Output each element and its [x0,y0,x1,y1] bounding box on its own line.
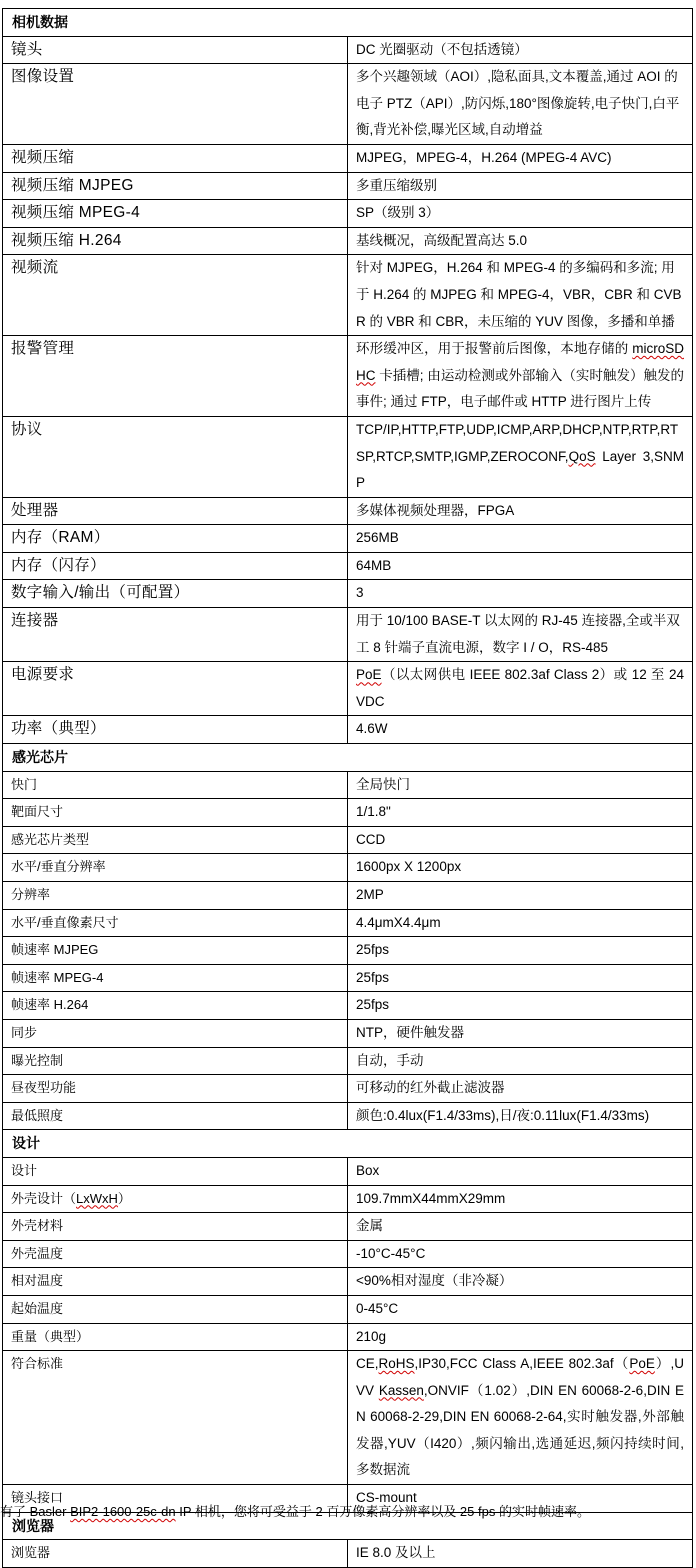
spec-key: 水平/垂直像素尺寸 [3,909,348,937]
spec-row [3,416,693,497]
spelling-underline: Kassen [378,1382,424,1398]
spec-row [3,1268,693,1296]
spec-value: 1/1.8" [348,799,693,827]
spec-key: 符合标准 [3,1351,348,1485]
spec-key: 处理器 [3,497,348,525]
spec-value: SP（级别 3） [348,200,693,228]
spec-key: 镜头 [3,36,348,64]
spec-row [3,552,693,580]
spec-value: PoE（以太网供电 IEEE 802.3af Class 2）或 12 至 24 VDC [348,662,693,716]
spec-key: 内存（RAM） [3,525,348,553]
spec-value: 0-45°C [348,1295,693,1323]
spec-row [3,882,693,910]
spec-value: 2MP [348,882,693,910]
spec-key: 报警管理 [3,336,348,417]
spec-row [3,771,693,799]
spelling-underline: LxWxH [76,1190,118,1206]
spec-key: 快门 [3,771,348,799]
spec-value: NTP，硬件触发器 [348,1019,693,1047]
spec-value: 64MB [348,552,693,580]
spec-key: 视频压缩 MJPEG [3,172,348,200]
spec-row [3,1213,693,1241]
spec-value: MJPEG，MPEG-4，H.264 (MPEG-4 AVC) [348,144,693,172]
spec-row [3,1157,693,1185]
spec-key: 视频压缩 [3,144,348,172]
section-title: 设计 [3,1130,693,1158]
spec-row [3,854,693,882]
spec-value: 109.7mmX44mmX29mm [348,1185,693,1213]
spec-key: 视频压缩 H.264 [3,227,348,255]
spec-value: 颜色:0.4lux(F1.4/33ms),日/夜:0.11lux(F1.4/33ms) [348,1102,693,1130]
spec-row [3,1102,693,1130]
spec-row [3,662,693,716]
spelling-underline: PoE [629,1356,655,1372]
spec-row [3,826,693,854]
spec-value: CCD [348,826,693,854]
spec-row [3,227,693,255]
spec-table [2,8,693,1568]
spec-row [3,580,693,608]
spec-value: 用于 10/100 BASE-T 以太网的 RJ-45 连接器,全或半双工 8 针端子直流电源，数字 I / O，RS-485 [348,608,693,662]
spec-value: 多媒体视频处理器，FPGA [348,497,693,525]
spec-value: DC 光圈驱动（不包括透镜） [348,36,693,64]
spec-key: 协议 [3,416,348,497]
spec-value: 多重压缩级别 [348,172,693,200]
spec-row [3,1047,693,1075]
spec-value: 4.4μmX4.4μm [348,909,693,937]
spec-row [3,172,693,200]
spec-value: 环形缓冲区，用于报警前后图像，本地存储的 microSDHC 卡插槽; 由运动检测或外部输入（实时触发）触发的事件; 通过 FTP，电子邮件或 HTTP 进行图片上传 [348,336,693,417]
spec-value: CE,RoHS,IP30,FCC Class A,IEEE 802.3af（PoE）,UVV Kassen,ONVIF（1.02）,DIN EN 60068-2-6,DIN EN 60068-2-29,DIN EN 60068-2-64,实时触发器,外部触发器,YUV（I420）,频闪输出,选通延迟,频闪持续时间,多数据流 [348,1351,693,1485]
spec-value: -10°C-45°C [348,1240,693,1268]
spec-value: IE 8.0 及以上 [348,1540,693,1568]
spec-value: 金属 [348,1213,693,1241]
spec-value: 256MB [348,525,693,553]
spec-row [3,1323,693,1351]
spelling-underline: PoE [356,667,382,683]
section-header-row [3,1130,693,1158]
spec-key: 内存（闪存） [3,552,348,580]
spec-row [3,1351,693,1485]
spec-value: 全局快门 [348,771,693,799]
spec-key: 数字输入/输出（可配置） [3,580,348,608]
spec-key: 同步 [3,1019,348,1047]
spelling-underline: RoHS [378,1356,415,1372]
spec-row [3,1540,693,1568]
spec-value: Box [348,1157,693,1185]
spec-key: 重量（典型） [3,1323,348,1351]
spec-row [3,200,693,228]
spec-row [3,909,693,937]
spec-row [3,497,693,525]
spec-key: 电源要求 [3,662,348,716]
spec-row [3,336,693,417]
spec-key: 功率（典型） [3,716,348,744]
spec-row [3,608,693,662]
section-title: 感光芯片 [3,744,693,772]
spec-row [3,1185,693,1213]
spec-key: 起始温度 [3,1295,348,1323]
spec-key: 水平/垂直分辨率 [3,854,348,882]
spec-value: 1600px X 1200px [348,854,693,882]
section-header-row [3,9,693,37]
spec-value: 可移动的红外截止滤波器 [348,1075,693,1103]
spec-value: 25fps [348,964,693,992]
spec-key: 外壳温度 [3,1240,348,1268]
section-header-row [3,744,693,772]
spelling-underline: QoS [568,448,596,464]
spec-key: 视频流 [3,255,348,336]
footer-text: 有了 Basler BIP2-1600-25c-dn IP 相机，您将可受益于 2 百万像素高分辨率以及 25 fps 的实时帧速率。 [0,1504,590,1519]
spec-row [3,964,693,992]
spec-key: 外壳材料 [3,1213,348,1241]
spec-key: 相对温度 [3,1268,348,1296]
spec-value: 多个兴趣领域（AOI）,隐私面具,文本覆盖,通过 AOI 的电子 PTZ（API）,防闪烁,180°图像旋转,电子快门,白平衡,背光补偿,曝光区域,自动增益 [348,64,693,145]
spec-key: 最低照度 [3,1102,348,1130]
spec-key: 设计 [3,1157,348,1185]
spec-row [3,992,693,1020]
spelling-underline: BIP2-1600-25c-dn [70,1504,176,1519]
spec-value: 针对 MJPEG，H.264 和 MPEG-4 的多编码和多流; 用于 H.264 的 MJPEG 和 MPEG-4，VBR，CBR 和 CVBR 的 VBR 和 CBR，未压缩的 YUV 图像，多播和单播 [348,255,693,336]
spec-row [3,1295,693,1323]
spec-value: 25fps [348,937,693,965]
spec-row [3,937,693,965]
spec-value: 4.6W [348,716,693,744]
spec-row [3,799,693,827]
spec-key: 图像设置 [3,64,348,145]
section-title: 相机数据 [3,9,693,37]
spec-value: TCP/IP,HTTP,FTP,UDP,ICMP,ARP,DHCP,NTP,RTP,RTSP,RTCP,SMTP,IGMP,ZEROCONF,QoS Layer 3,SNMP [348,416,693,497]
spec-row [3,1019,693,1047]
spec-key: 昼夜型功能 [3,1075,348,1103]
spec-row [3,716,693,744]
spec-key: 曝光控制 [3,1047,348,1075]
spec-key: 连接器 [3,608,348,662]
spec-value: <90%相对湿度（非冷凝） [348,1268,693,1296]
spec-key: 外壳设计（LxWxH） [3,1185,348,1213]
spec-row [3,525,693,553]
spec-value: CS-mount [348,1485,693,1513]
spec-row [3,255,693,336]
spec-value: 210g [348,1323,693,1351]
spec-value: 3 [348,580,693,608]
spec-key: 帧速率 H.264 [3,992,348,1020]
spec-row [3,144,693,172]
spelling-underline: microSDHC [356,341,684,383]
spec-key: 感光芯片类型 [3,826,348,854]
spec-row [3,1240,693,1268]
spec-row [3,64,693,145]
spec-key: 帧速率 MJPEG [3,937,348,965]
spec-key: 靶面尺寸 [3,799,348,827]
spec-value: 25fps [348,992,693,1020]
spec-row [3,36,693,64]
spec-value: 基线概况，高级配置高达 5.0 [348,227,693,255]
spec-key: 帧速率 MPEG-4 [3,964,348,992]
spec-key: 浏览器 [3,1540,348,1568]
spec-value: 自动，手动 [348,1047,693,1075]
spec-key: 视频压缩 MPEG-4 [3,200,348,228]
spec-key: 镜头接口 [3,1485,348,1513]
spec-row [3,1075,693,1103]
section-title: 浏览器 [3,1512,693,1540]
spec-key: 分辨率 [3,882,348,910]
